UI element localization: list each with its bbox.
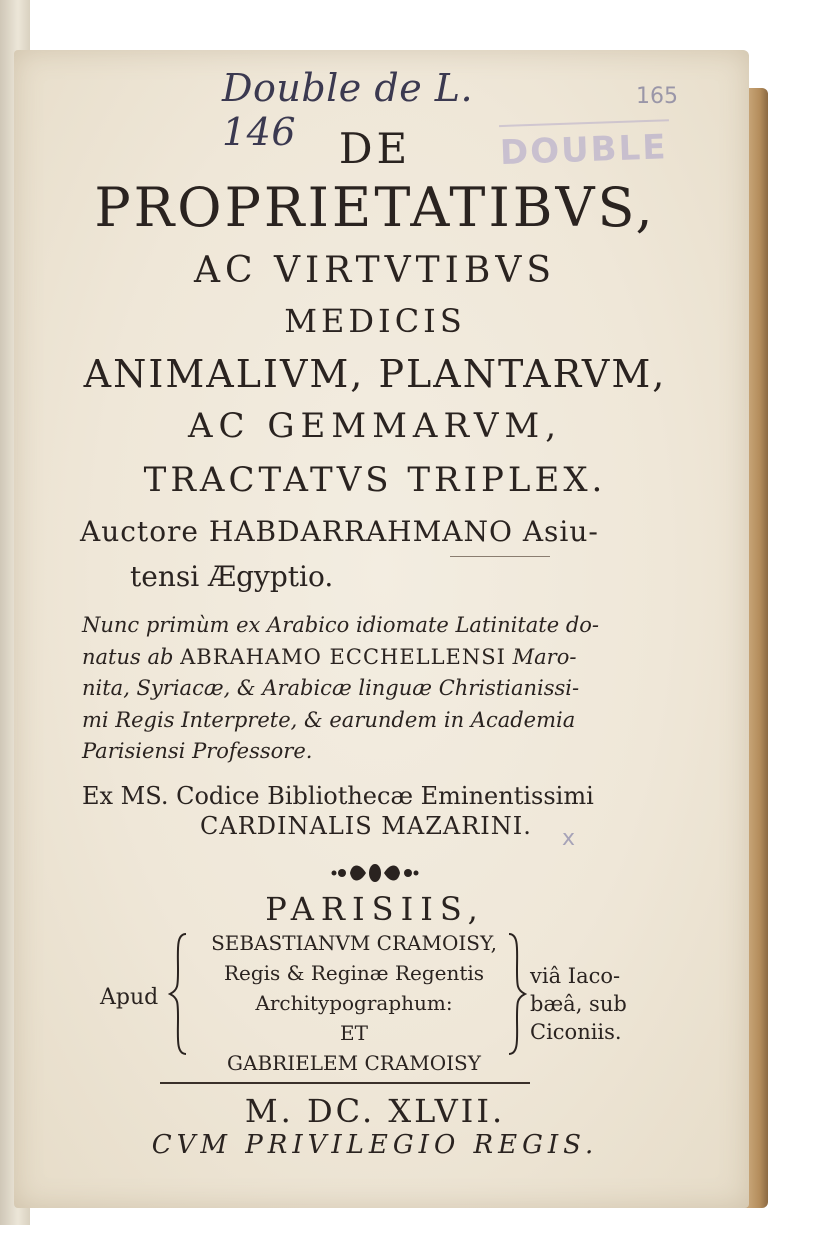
translator-line-2-start: natus ab [82, 644, 181, 669]
author-rule [450, 556, 550, 557]
imprint-address [530, 962, 640, 1046]
translator-paragraph [82, 610, 672, 768]
translator-name: ABRAHAMO ECCHELLENSI [180, 644, 506, 669]
stamp-text: DOUBLE [499, 127, 669, 174]
translator-line-3: nita, Syriacæ, & Arabicæ linguæ Christianissi- [82, 676, 580, 700]
source-line-2: CARDINALIS MAZARINI. [200, 812, 532, 840]
pencil-mark: x [562, 826, 576, 851]
printer-line-4: ET [340, 1021, 368, 1045]
left-brace [168, 930, 190, 1058]
title-line-medicis: MEDICIS [284, 302, 466, 340]
right-brace [505, 930, 527, 1058]
source-line-1: Ex MS. Codice Bibliothecæ Eminentissimi [82, 782, 594, 810]
printer-ornament [330, 858, 420, 888]
address-line-1: viâ Iaco- [530, 964, 621, 988]
translator-line-2 [82, 642, 672, 674]
title-line-tractatus: TRACTATVS TRIPLEX. [143, 460, 607, 500]
publication-date: M. DC. XLVII. [244, 1092, 506, 1130]
privilege-line: CVM PRIVILEGIO REGIS. [151, 1130, 599, 1160]
author-line-1: Auctore HABDARRAHMANO Asiu- [80, 515, 599, 548]
translator-line-2-end: Maro- [505, 644, 577, 669]
title-line-gemmarum: AC GEMMARVM, [187, 406, 563, 446]
printer-line-5: GABRIELEM CRAMOISY [227, 1051, 481, 1075]
title-line-animalium: ANIMALIVM, PLANTARVM, [83, 352, 667, 396]
translator-line-5: Parisiensi Professore. [82, 739, 313, 763]
address-line-3: Ciconiis. [530, 1020, 622, 1044]
imprint-printers [194, 928, 514, 1078]
imprint-apud: Apud [100, 985, 159, 1010]
translator-line-4: mi Regis Interprete, & earundem in Academia [82, 707, 576, 732]
pencil-number: 165 [636, 84, 678, 109]
printer-line-1: SEBASTIANVM CRAMOISY, [211, 931, 497, 955]
handwritten-shelfmark: Double de L. 146 [222, 66, 474, 154]
printer-line-3: Architypographum: [255, 991, 453, 1015]
author-line-2: tensi Ægyptio. [130, 560, 334, 593]
title-line-de: DE [338, 124, 412, 173]
printer-line-2: Regis & Reginæ Regentis [223, 961, 485, 985]
address-line-2: bæâ, sub [530, 992, 627, 1016]
imprint-rule [160, 1082, 530, 1084]
title-line-proprietatibus: PROPRIETATIBVS, [94, 176, 656, 239]
title-line-ac-virtutibus: AC VIRTVTIBVS [193, 250, 557, 291]
imprint-place: PARISIIS, [265, 890, 485, 928]
translator-line-1: Nunc primùm ex Arabico idiomate Latinitate do- [82, 613, 600, 637]
